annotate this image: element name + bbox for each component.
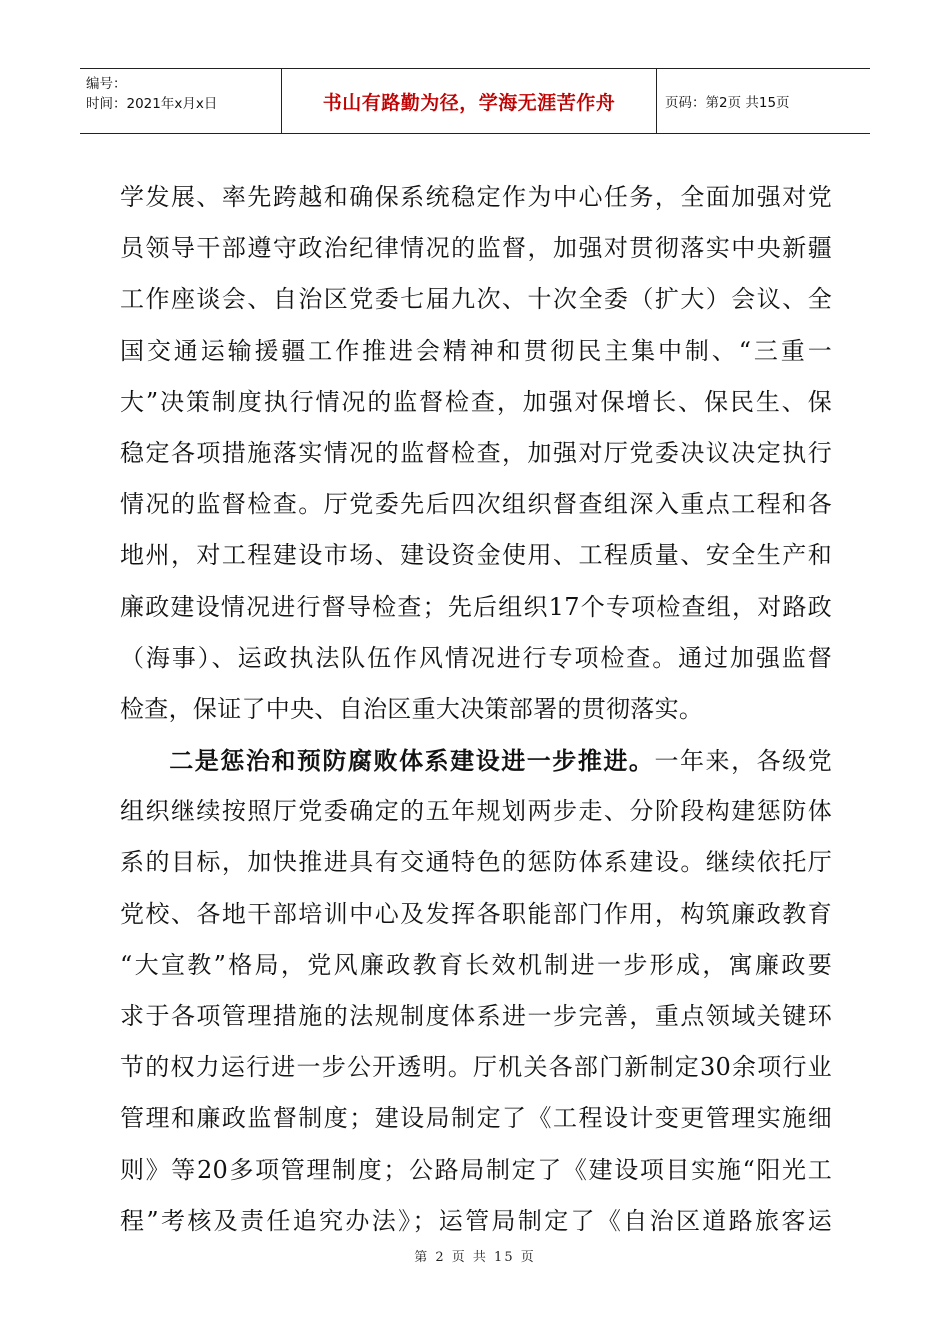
text-line: 学发展、率先跨越和确保系统稳定作为中心任务，全面加强对党 <box>120 183 832 211</box>
text-line: 则》等20多项管理制度；公路局制定了《建设项目实施“阳光工 <box>120 1155 832 1184</box>
text-line: 地州，对工程建设市场、建设资金使用、工程质量、安全生产和 <box>120 541 832 570</box>
text-line: “大宣教”格局，党风廉政教育长效机制进一步形成，寓廉政要 <box>120 950 832 979</box>
paragraph-first-line <box>120 735 832 786</box>
text-line: 工作座谈会、自治区党委七届九次、十次全委（扩大）会议、全 <box>120 285 832 314</box>
text-line: 稳定各项措施落实情况的监督检查，加强对厅党委决议决定执行 <box>120 438 832 467</box>
text-span: 一年来，各级党 <box>654 747 832 776</box>
text-line: 廉政建设情况进行督导检查；先后组织17个专项检查组，对路政 <box>120 592 832 621</box>
paragraph-1 <box>120 172 832 735</box>
text-line: 管理和廉政监督制度；建设局制定了《工程设计变更管理实施细 <box>120 1104 832 1133</box>
text-line: 国交通运输援疆工作推进会精神和贯彻民主集中制、“三重一 <box>120 336 832 365</box>
text-line: （海事）、运政执法队伍作风情况进行专项检查。通过加强监督 <box>120 643 832 672</box>
document-body <box>120 172 832 1247</box>
header-page-info: 页码：第2页 共15页 <box>665 95 790 111</box>
text-line: 程”考核及责任追究办法》；运管局制定了《自治区道路旅客运 <box>120 1206 832 1235</box>
text-line: 节的权力运行进一步公开透明。厅机关各部门新制定30余项行业 <box>120 1053 832 1082</box>
text-line: 系的目标，加快推进具有交通特色的惩防体系建设。继续依托厅 <box>120 848 832 877</box>
text-line: 员领导干部遵守政治纪律情况的监督，加强对贯彻落实中央新疆 <box>120 234 832 263</box>
text-line: 组织继续按照厅党委确定的五年规划两步走、分阶段构建惩防体 <box>120 797 832 826</box>
header-meta <box>80 69 282 133</box>
text-line: 检查，保证了中央、自治区重大决策部署的贯彻落实。 <box>120 694 704 723</box>
paragraph-lead-heading: 二是惩治和预防腐败体系建设进一步推进。 <box>168 746 655 776</box>
page-header <box>80 68 870 134</box>
header-motto: 书山有路勤为径，学海无涯苦作舟 <box>282 69 657 133</box>
page-footer: 第 2 页 共 15 页 <box>414 1250 536 1265</box>
text-line: 党校、各地干部培训中心及发挥各职能部门作用，构筑廉政教育 <box>120 899 832 928</box>
text-line: 大”决策制度执行情况的监督检查，加强对保增长、保民生、保 <box>120 387 832 416</box>
text-line: 情况的监督检查。厅党委先后四次组织督查组深入重点工程和各 <box>120 490 832 519</box>
paragraph-2 <box>120 735 832 1247</box>
text-line: 求于各项管理措施的法规制度体系进一步完善，重点领域关键环 <box>120 1002 832 1030</box>
serial-label: 编号： <box>86 76 127 92</box>
time-label: 时间：2021年x月x日 <box>86 96 218 112</box>
